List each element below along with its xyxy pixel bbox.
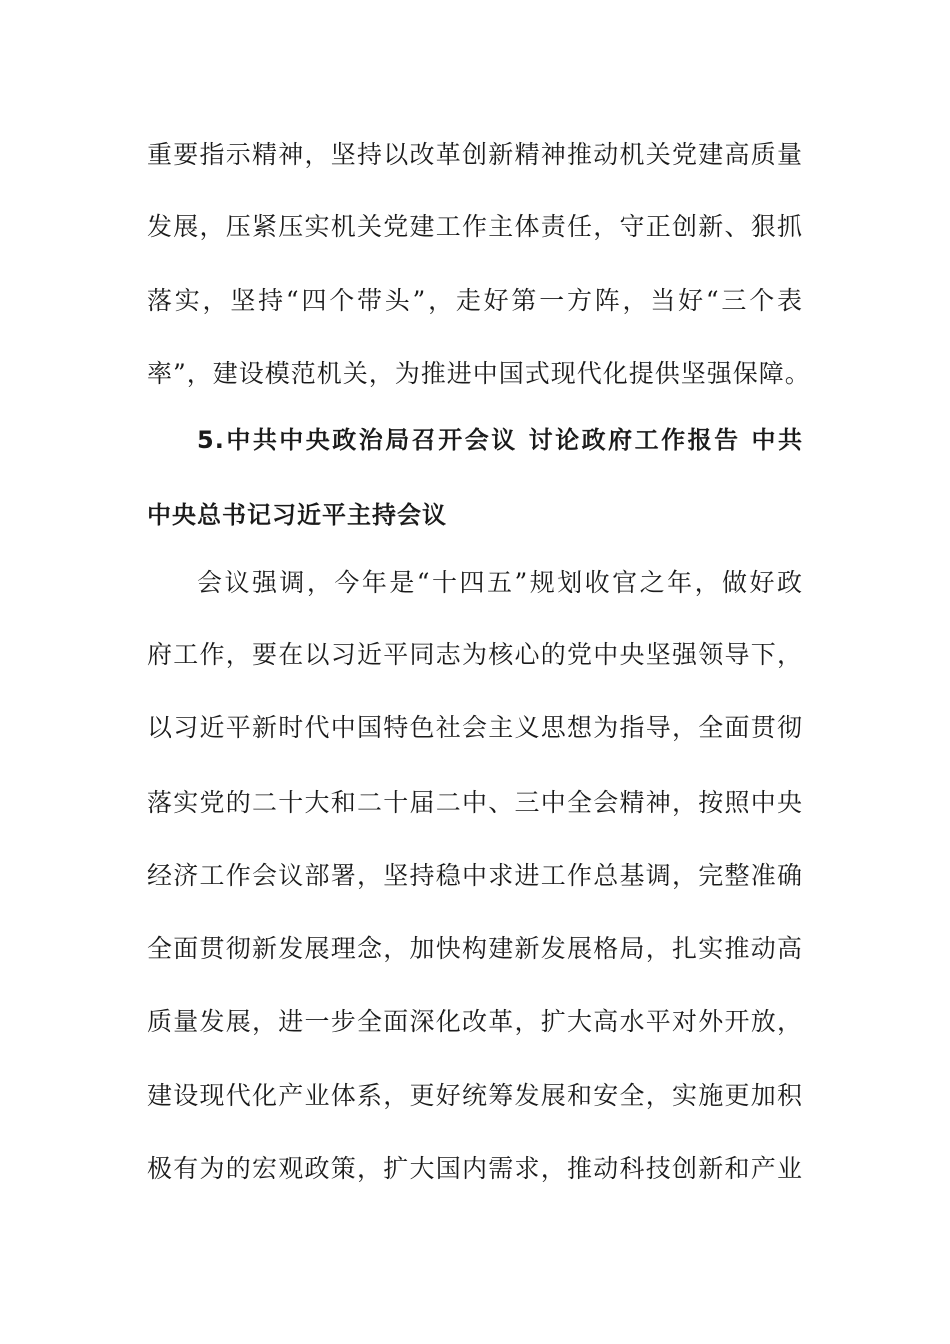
section-heading-line-2: 中央总书记习近平主持会议 — [147, 501, 447, 529]
intro-line-1: 重要指示精神，坚持以改革创新精神推动机关党建高质量 — [147, 140, 803, 169]
main-line-5: 经济工作会议部署，坚持稳中求进工作总基调，完整准确 — [147, 861, 803, 890]
intro-line-3: 落实，坚持“四个带头”，走好第一方阵，当好“三个表 — [147, 286, 803, 315]
intro-line-4: 率”，建设模范机关，为推进中国式现代化提供坚强保障。 — [147, 359, 811, 388]
main-line-4: 落实党的二十大和二十届二中、三中全会精神，按照中央 — [147, 788, 803, 817]
main-line-1: 会议强调，今年是“十四五”规划收官之年，做好政 — [197, 568, 803, 597]
section-heading-line-1: 5.中共中央政治局召开会议 讨论政府工作报告 中共 — [197, 426, 803, 454]
main-line-8: 建设现代化产业体系，更好统筹发展和安全，实施更加积 — [147, 1081, 803, 1110]
main-line-6: 全面贯彻新发展理念，加快构建新发展格局，扎实推动高 — [147, 934, 803, 963]
main-line-3: 以习近平新时代中国特色社会主义思想为指导，全面贯彻 — [147, 713, 803, 742]
main-line-2: 府工作，要在以习近平同志为核心的党中央坚强领导下， — [147, 640, 803, 669]
intro-line-2: 发展，压紧压实机关党建工作主体责任，守正创新、狠抓 — [147, 212, 803, 241]
main-line-7: 质量发展，进一步全面深化改革，扩大高水平对外开放， — [147, 1007, 803, 1036]
main-line-9: 极有为的宏观政策，扩大国内需求，推动科技创新和产业 — [147, 1154, 803, 1183]
